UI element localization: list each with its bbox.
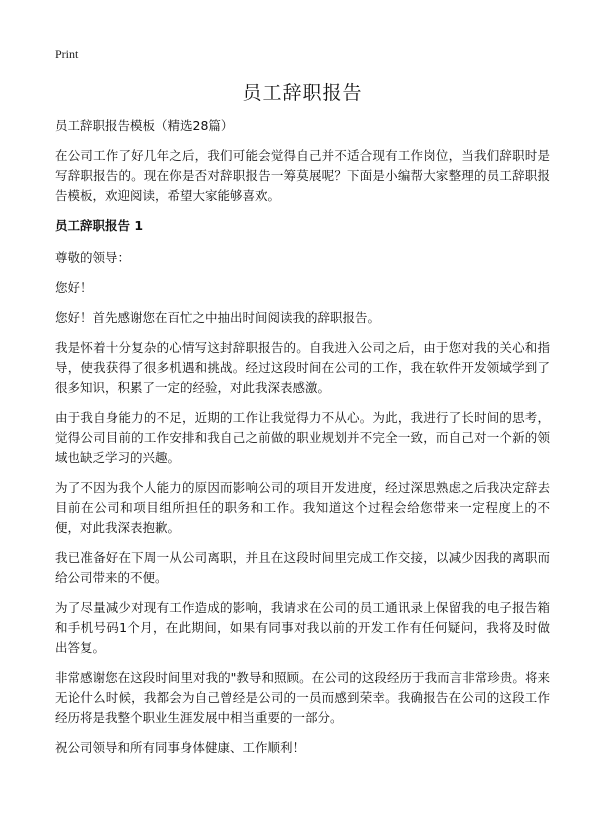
intro-paragraph: 在公司工作了好几年之后，我们可能会觉得自己并不适合现有工作岗位，当我们辞职时是写辞职报告的。现在你是否对辞职报告一筹莫展呢？下面是小编帮大家整理的员工辞职报告模板，欢迎阅读，希望大家能够喜欢。 [55,148,550,203]
body-paragraph: 您好！首先感谢您在百忙之中抽出时间阅读我的辞职报告。 [55,310,381,325]
salutation: 尊敬的领导： [55,250,131,265]
body-paragraph: 非常感谢您在这段时间里对我的"教导和照顾。在公司的这段经历于我而言非常珍贵。将来无论什么时候，我都会为自己曾经是公司的一员而感到荣幸。我确报告在公司的这段工作经历将是我整个职业生涯发展中相当重要的一部分。 [55,670,550,725]
body-paragraph: 由于我自身能力的不足，近期的工作让我觉得力不从心。为此，我进行了长时间的思考，觉得公司目前的工作安排和我自己之前做的职业规划并不完全一致，而自己对一个新的领域也缺乏学习的兴趣。 [55,410,550,465]
closing-wishes: 祝公司领导和所有同事身体健康、工作顺利！ [55,740,306,755]
body-paragraph: 我已准备好在下周一从公司离职，并且在这段时间里完成工作交接，以减少因我的离职而给公司带来的不便。 [55,550,550,585]
body-paragraph: 为了不因为我个人能力的原因而影响公司的项目开发进度，经过深思熟虑之后我决定辞去目前在公司和项目组所担任的职务和工作。我知道这个过程会给您带来一定程度上的不便，对此我深表抱歉。 [55,480,550,535]
body-paragraph: 为了尽量减少对现有工作造成的影响，我请求在公司的员工通讯录上保留我的电子报告箱和手机号码1个月，在此期间，如果有同事对我以前的开发工作有任何疑问，我将及时做出答复。 [55,600,550,655]
section-heading: 员工辞职报告 1 [55,218,144,233]
print-link[interactable]: Print [55,47,79,61]
document-title: 员工辞职报告 [242,82,363,104]
greeting: 您好！ [55,280,93,295]
body-paragraph: 我是怀着十分复杂的心情写这封辞职报告的。自我进入公司之后，由于您对我的关心和指导，使我获得了很多机遇和挑战。经过这段时间在公司的工作，我在软件开发领域学到了很多知识，积累了一定的经验，对此我深表感激。 [55,340,550,395]
document-subtitle: 员工辞职报告模板（精选28篇） [55,118,234,133]
document-body [55,80,550,768]
